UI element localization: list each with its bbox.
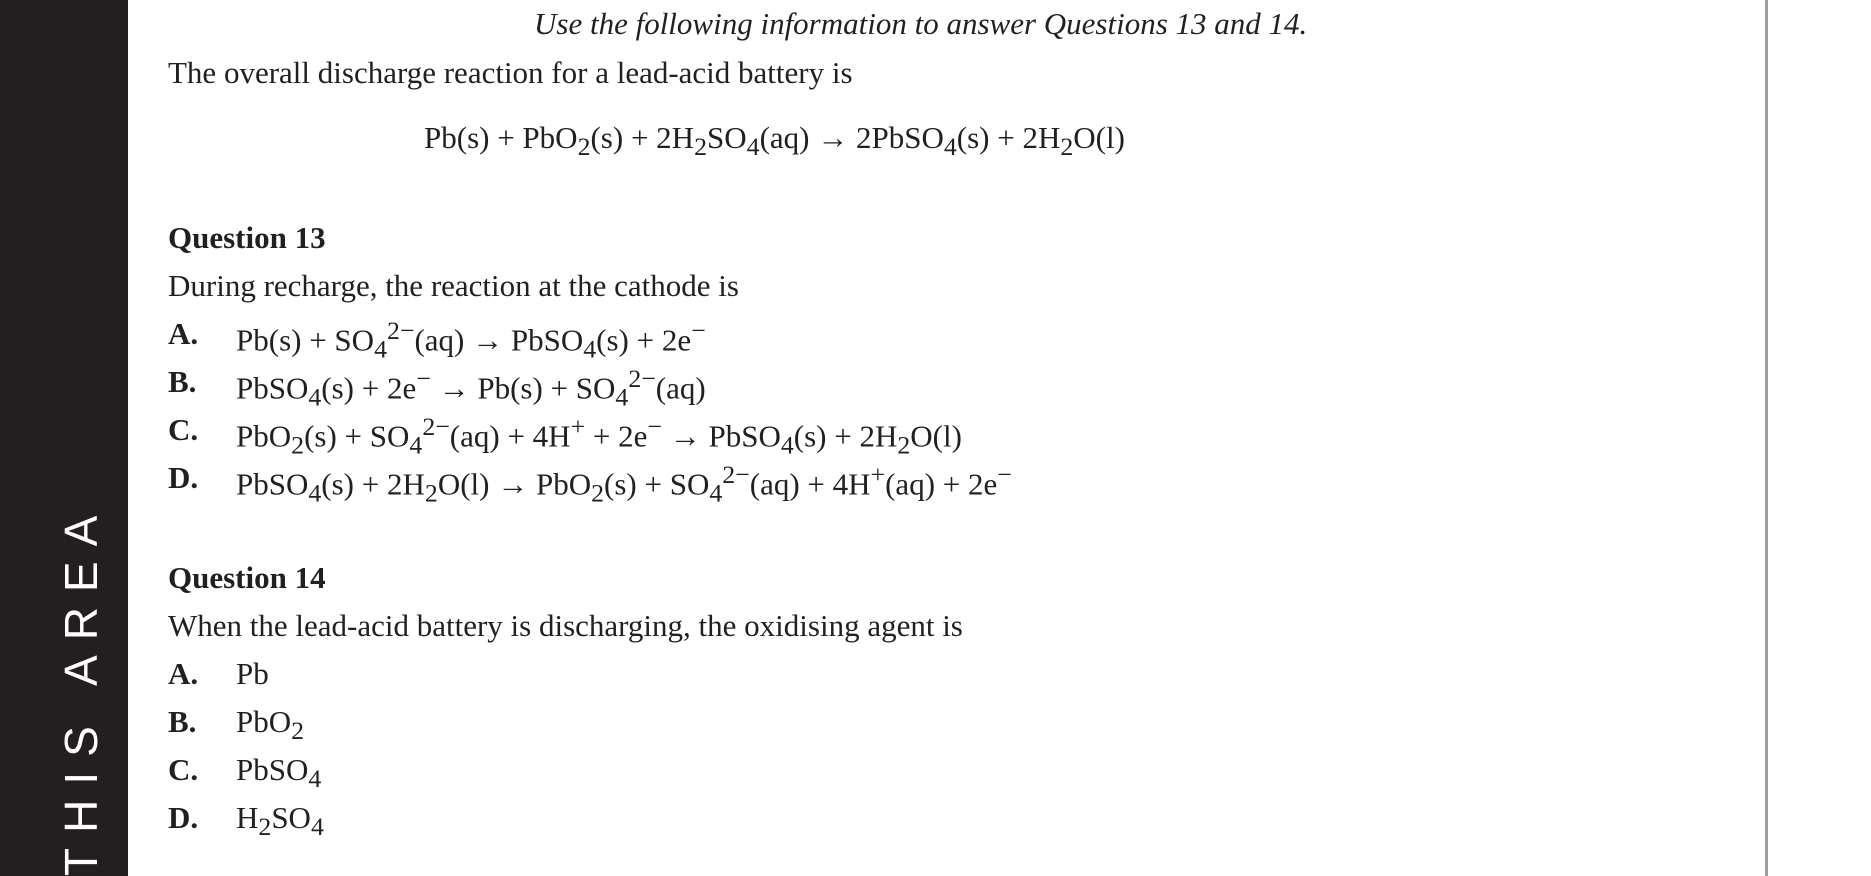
option-text: Pb xyxy=(236,656,269,691)
option-text: PbO$_2$ xyxy=(236,704,305,746)
option-text: $PbO_2(s) + SO_4^{2-}(aq) + 4H^+ + 2e^-$ → PbSO$_4$(s) + $2H_2O(l)$ xyxy=(236,412,962,460)
question-13-prompt: During recharge, the reaction at the cathode is xyxy=(168,268,739,303)
margin-bar xyxy=(0,0,128,876)
option-text: PbSO$_4$(s) + $2e^- \to Pb(s) + SO_4^{2-}(aq)$ xyxy=(236,364,706,412)
option-letter: D. xyxy=(168,800,199,835)
option-letter: B. xyxy=(168,704,197,739)
overall-equation: $Pb(s) + PbO_2(s) + 2H_2SO_4(aq)$ → 2PbSO$_4$(s) + $2H_2O(l)$ xyxy=(424,120,1125,162)
option-letter: A. xyxy=(168,656,199,691)
option-letter: A. xyxy=(168,316,199,351)
stem-intro: Use the following information to answer Questions 13 and 14. xyxy=(534,6,1308,41)
stem-statement: The overall discharge reaction for a lead-acid battery is xyxy=(168,55,853,90)
option-letter: B. xyxy=(168,364,197,399)
question-14-prompt: When the lead-acid battery is discharging, the oxidising agent is xyxy=(168,608,963,643)
option-text: $H_2SO_4$ xyxy=(236,800,324,842)
option-text: PbSO$_4$ xyxy=(236,752,322,794)
option-letter: D. xyxy=(168,460,199,495)
margin-text: THIS AREA xyxy=(55,500,107,876)
right-margin-rule xyxy=(1765,0,1768,876)
option-letter: C. xyxy=(168,412,199,447)
option-text: PbSO$_4$(s) + $2H_2O(l) \to PbO_2(s) + SO_4^{2-}(aq) + 4H^+(aq) + 2e^-$ xyxy=(236,460,1012,508)
option-letter: C. xyxy=(168,752,199,787)
question-14-heading: Question 14 xyxy=(168,560,326,595)
question-13-heading: Question 13 xyxy=(168,220,326,255)
option-text: $Pb(s) + SO_4^{2-}(aq)$ → PbSO$_4$(s) + 2e− xyxy=(236,316,706,364)
